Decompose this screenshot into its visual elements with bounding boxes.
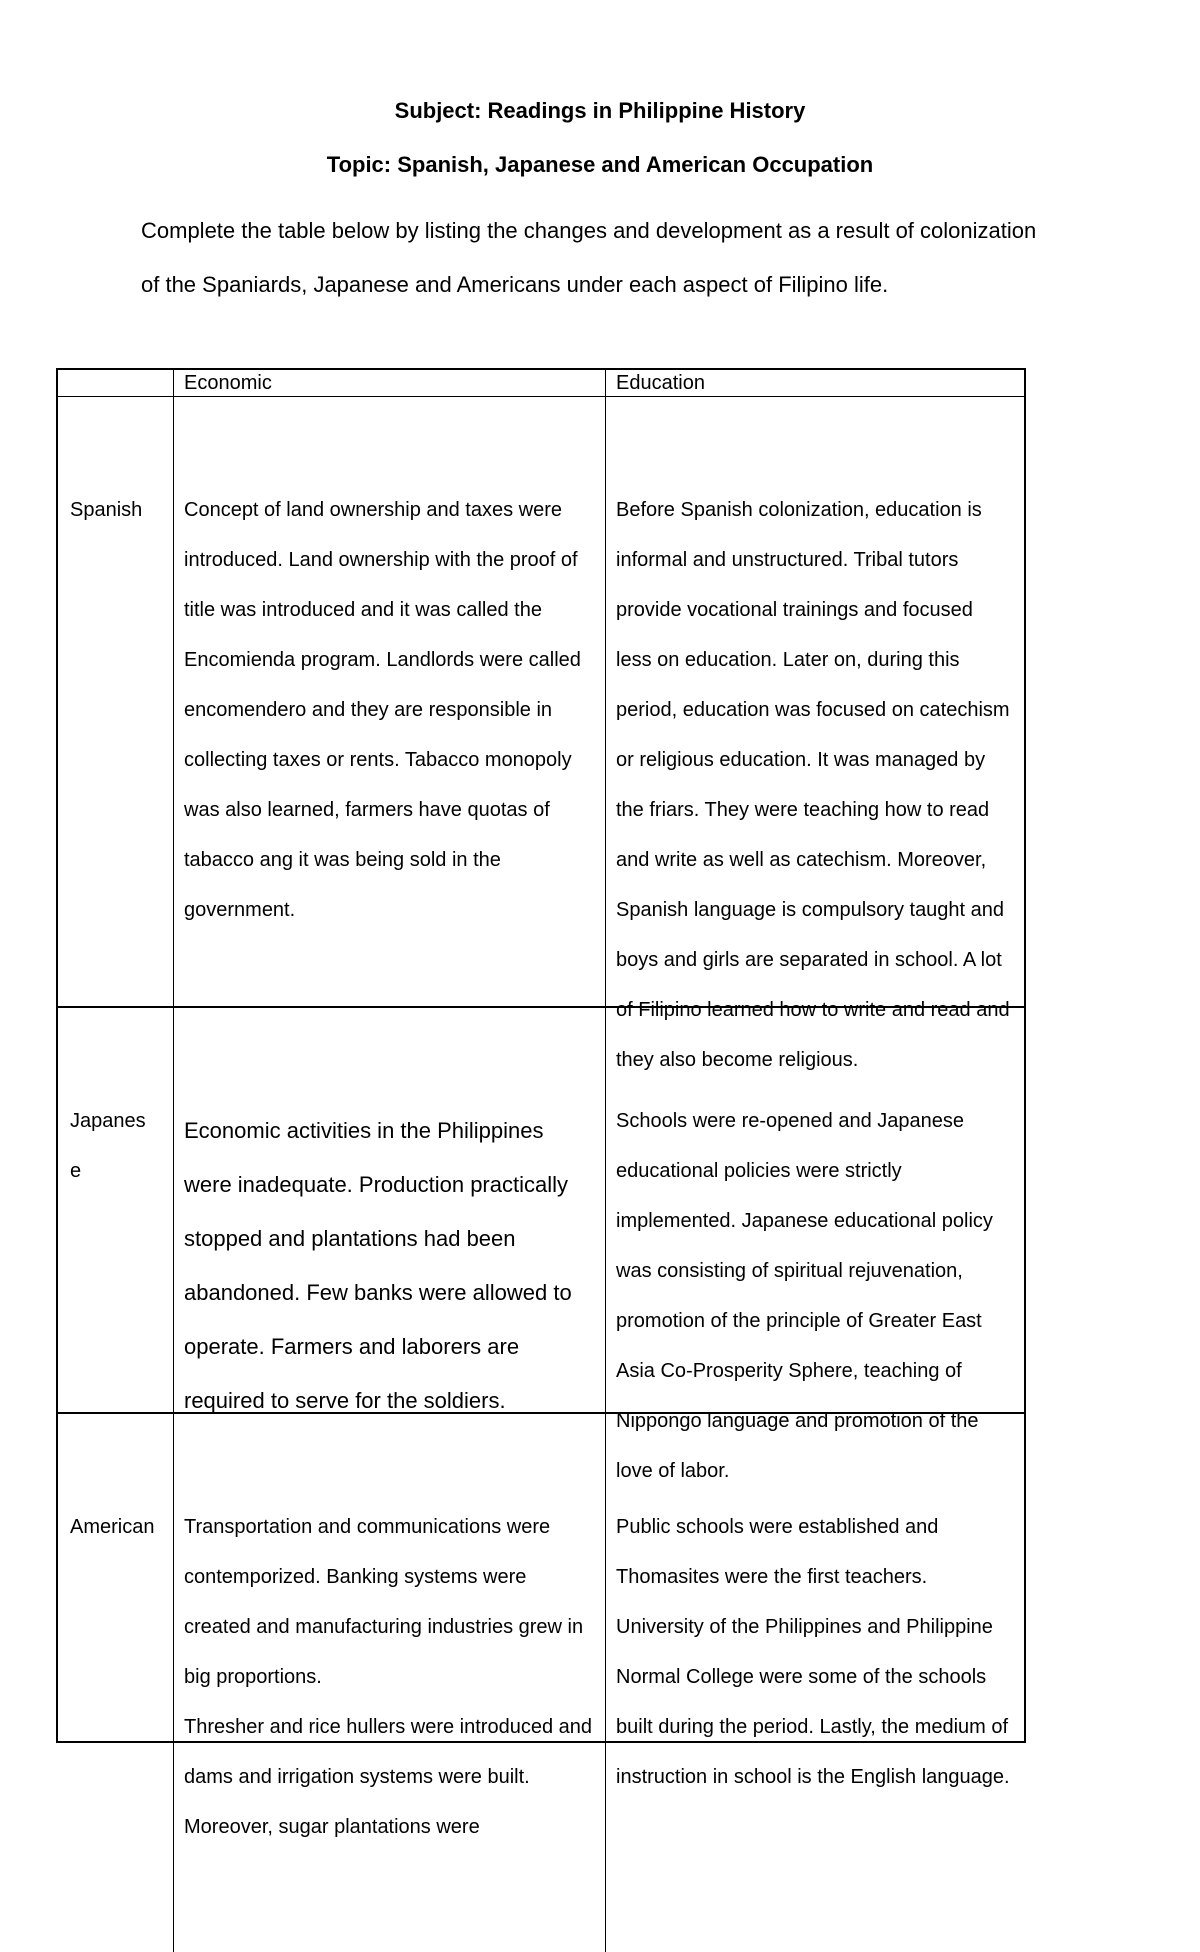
spanish-education-text: Before Spanish colonization, education is informal and unstructured. Tribal tutors provide vocational trainings and focused less on education. Later on, during this period, education was focused on catechism or religious education. It was managed by the friars. They were teaching how to read and write as well as catechism. Moreover, Spanish language is compulsory taught and boys and girls are separated in school. A lot of Filipino learned how to write and read and they also become religious. (616, 499, 1016, 1071)
japanese-economic-text: Economic activities in the Philippines were inadequate. Production practically stopped and plantations had been abandoned. Few banks were allowed to operate. Farmers and laborers are required to serve for the soldiers. (184, 1118, 578, 1413)
row-label-american-text: American (70, 1516, 155, 1538)
table-header-education: Education (605, 370, 1024, 396)
occupation-table (56, 368, 1026, 1838)
american-economic-cell (173, 1414, 605, 1952)
instructions-paragraph: Complete the table below by listing the changes and development as a result of colonization of the Spaniards, Japanese and Americans under each aspect of Filipino life. (141, 218, 1037, 297)
row-label-japanese-text: Japanes e (70, 1110, 146, 1182)
subject-title: Subject: Readings in Philippine History (394, 98, 806, 123)
table-row-spanish (58, 396, 1024, 1071)
table-header-economic: Economic (173, 370, 605, 396)
table-header-blank (58, 370, 173, 396)
topic-title: Topic: Spanish, Japanese and American Occupation (326, 152, 874, 177)
table-row-japanese (58, 1006, 1024, 1482)
japanese-education-text: Schools were re-opened and Japanese educational policies were strictly implemented. Japanese educational policy was consisting of spiritual rejuvenation, promotion of the principle of Greater East Asia Co-Prosperity Sphere, teaching of Nippongo language and promotion of the love of labor. (616, 1110, 999, 1482)
table-row-american (58, 1412, 1024, 1838)
row-label-spanish-text: Spanish (70, 499, 143, 521)
american-education-text: Public schools were established and Thomasites were the first teachers. University of the Philippines and Philippine Normal College were some of the schools built during the period. Lastly, the medium of instruction in school is the English language. (616, 1516, 1014, 1788)
table-header-row (58, 370, 1024, 396)
spanish-economic-text: Concept of land ownership and taxes were introduced. Land ownership with the proof of title was introduced and it was called the Encomienda program. Landlords were called encomendero and they are responsible in collecting taxes or rents. Tabacco monopoly was also learned, farmers have quotas of tabacco ang it was being sold in the government. (184, 499, 587, 921)
american-economic-text: Transportation and communications were contemporized. Banking systems were created and manufacturing industries grew in big proportions. Thresher and rice hullers were introduced and dams and irrigation systems were built. Moreover, sugar plantations were (184, 1516, 592, 1838)
american-education-cell (605, 1414, 1024, 1952)
row-label-american (58, 1414, 173, 1952)
